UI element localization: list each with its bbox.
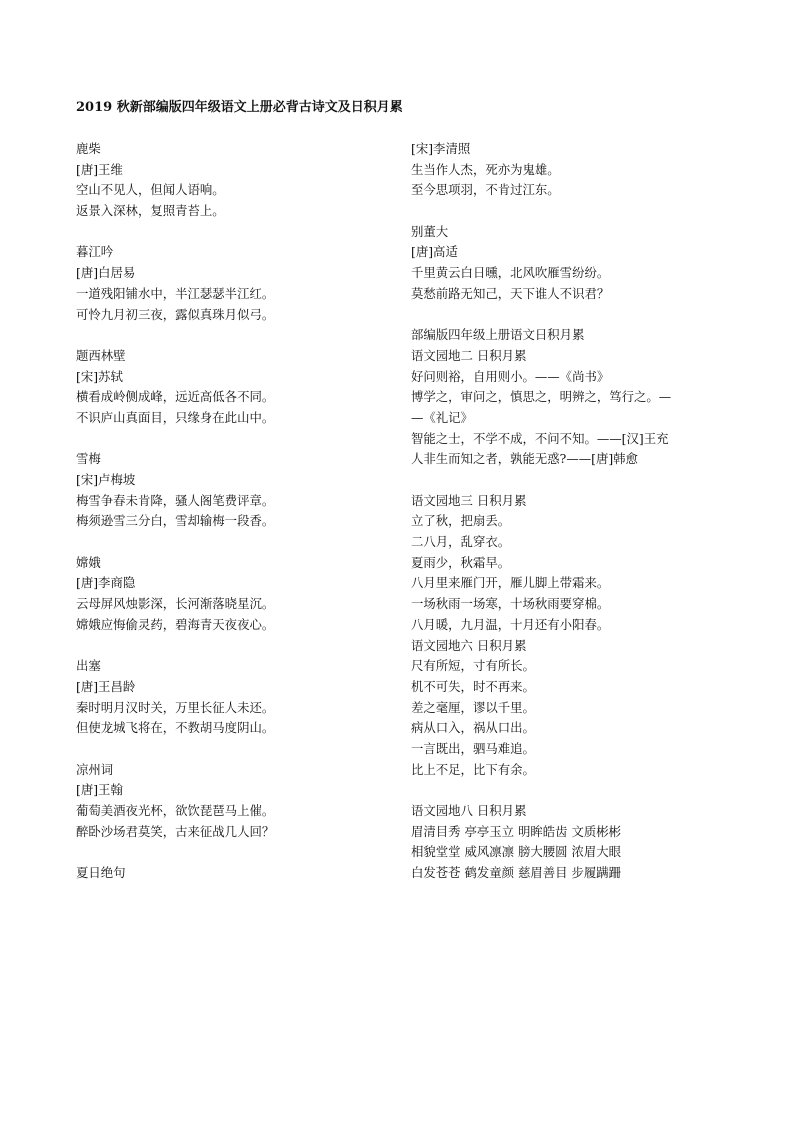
poem-author: [唐]王翰 xyxy=(76,782,123,798)
saying-line: 一场秋雨一场寒，十场秋雨要穿棉。 xyxy=(411,596,610,612)
right-column xyxy=(411,139,711,884)
poem-line: 一道残阳铺水中，半江瑟瑟半江红。 xyxy=(76,285,275,301)
section-heading: 部编版四年级上册语文日积月累 xyxy=(411,327,585,343)
poem-line: 嫦娥应悔偷灵药，碧海青天夜夜心。 xyxy=(76,616,275,632)
idiom-line: 白发苍苍 鹤发童颜 慈眉善目 步履蹒跚 xyxy=(411,865,622,881)
spacer xyxy=(411,780,711,801)
poem-author: [宋]李清照 xyxy=(411,141,471,156)
garden-heading: 语文园地八 日积月累 xyxy=(411,803,527,818)
poem-title: 鹿柴 xyxy=(76,141,101,156)
spacer xyxy=(76,222,376,243)
spacer xyxy=(76,325,376,346)
poem-title: 暮江吟 xyxy=(76,244,114,260)
poem-title: 夏日绝句 xyxy=(76,865,126,881)
poem-line: 生当作人杰，死亦为鬼雄。 xyxy=(411,161,560,177)
poem-title: 别董大 xyxy=(411,223,449,239)
poem-line: 返景入深林，复照青苔上。 xyxy=(76,203,225,219)
poem-author: [唐]李商隐 xyxy=(76,575,136,591)
poem-line: 醉卧沙场君莫笑，古来征战几人回？ xyxy=(76,823,275,839)
poem-author: [宋]苏轼 xyxy=(76,368,123,384)
poem-title: 出塞 xyxy=(76,658,101,674)
page-title: 2019 秋新部编版四年级语文上册必背古诗文及日积月累 xyxy=(76,100,403,115)
poem-line: 梅雪争春未肯降，骚人阁笔费评章。 xyxy=(76,492,275,508)
spacer xyxy=(76,532,376,553)
poem-line: 云母屏风烛影深，长河渐落晓星沉。 xyxy=(76,596,275,612)
saying-line: 病从口入，祸从口出。 xyxy=(411,720,535,736)
poem-line: 千里黄云白日曛，北风吹雁雪纷纷。 xyxy=(411,265,610,281)
saying-line: 夏雨少，秋霜早。 xyxy=(411,554,511,570)
quote-line: 好问则裕，自用则小。——《尚书》 xyxy=(411,368,610,384)
saying-line: 立了秋，把扇丢。 xyxy=(411,513,511,529)
spacer xyxy=(411,470,711,491)
poem-line: 莫愁前路无知己，天下谁人不识君？ xyxy=(411,285,610,301)
spacer xyxy=(76,636,376,657)
poem-line: 横看成岭侧成峰，远近高低各不同。 xyxy=(76,389,275,405)
poem-title: 凉州词 xyxy=(76,761,114,777)
quote-line: —《礼记》 xyxy=(411,409,473,425)
spacer xyxy=(411,305,711,326)
saying-line: 尺有所短，寸有所长。 xyxy=(411,658,535,674)
garden-heading: 语文园地二 日积月累 xyxy=(411,347,527,363)
left-column xyxy=(76,139,376,884)
poem-author: [唐]王维 xyxy=(76,161,123,177)
spacer xyxy=(76,842,376,863)
poem-line: 秦时明月汉时关，万里长征人未还。 xyxy=(76,699,275,715)
saying-line: 一言既出，驷马难追。 xyxy=(411,740,535,756)
poem-author: [唐]白居易 xyxy=(76,265,136,281)
garden-heading: 语文园地三 日积月累 xyxy=(411,492,527,508)
poem-title: 嫦娥 xyxy=(76,554,101,570)
poem-title: 雪梅 xyxy=(76,451,101,467)
garden-heading: 语文园地六 日积月累 xyxy=(411,637,527,653)
quote-line: 博学之，审问之，慎思之，明辨之，笃行之。— xyxy=(411,389,672,405)
spacer xyxy=(76,429,376,450)
poem-author: [唐]高适 xyxy=(411,244,458,260)
saying-line: 比上不足，比下有余。 xyxy=(411,761,535,777)
poem-line: 梅须逊雪三分白，雪却输梅一段香。 xyxy=(76,513,275,529)
saying-line: 八月暖，九月温，十月还有小阳春。 xyxy=(411,616,610,632)
poem-line: 不识庐山真面目，只缘身在此山中。 xyxy=(76,409,275,425)
saying-line: 差之毫厘，谬以千里。 xyxy=(411,699,535,715)
idiom-line: 相貌堂堂 威风凛凛 膀大腰圆 浓眉大眼 xyxy=(411,844,622,860)
poem-line: 可怜九月初三夜，露似真珠月似弓。 xyxy=(76,306,275,322)
idiom-line: 眉清目秀 亭亭玉立 明眸皓齿 文质彬彬 xyxy=(411,823,622,839)
quote-line: 智能之士，不学不成，不问不知。——[汉]王充 xyxy=(411,430,669,446)
poem-line: 葡萄美酒夜光杯，欲饮琵琶马上催。 xyxy=(76,803,275,818)
poem-line: 但使龙城飞将在，不教胡马度阴山。 xyxy=(76,720,275,736)
saying-line: 八月里来雁门开，雁儿脚上带霜来。 xyxy=(411,575,610,591)
spacer xyxy=(76,739,376,760)
poem-title: 题西林壁 xyxy=(76,347,126,363)
saying-line: 二八月，乱穿衣。 xyxy=(411,534,511,550)
poem-line: 空山不见人，但闻人语响。 xyxy=(76,182,225,198)
poem-line: 至今思项羽，不肯过江东。 xyxy=(411,182,560,198)
poem-author: [唐]王昌龄 xyxy=(76,678,136,694)
saying-line: 机不可失，时不再来。 xyxy=(411,678,535,694)
quote-line: 人非生而知之者，孰能无惑?——[唐]韩愈 xyxy=(411,451,638,467)
poem-author: [宋]卢梅坡 xyxy=(76,472,136,487)
spacer xyxy=(411,201,711,222)
